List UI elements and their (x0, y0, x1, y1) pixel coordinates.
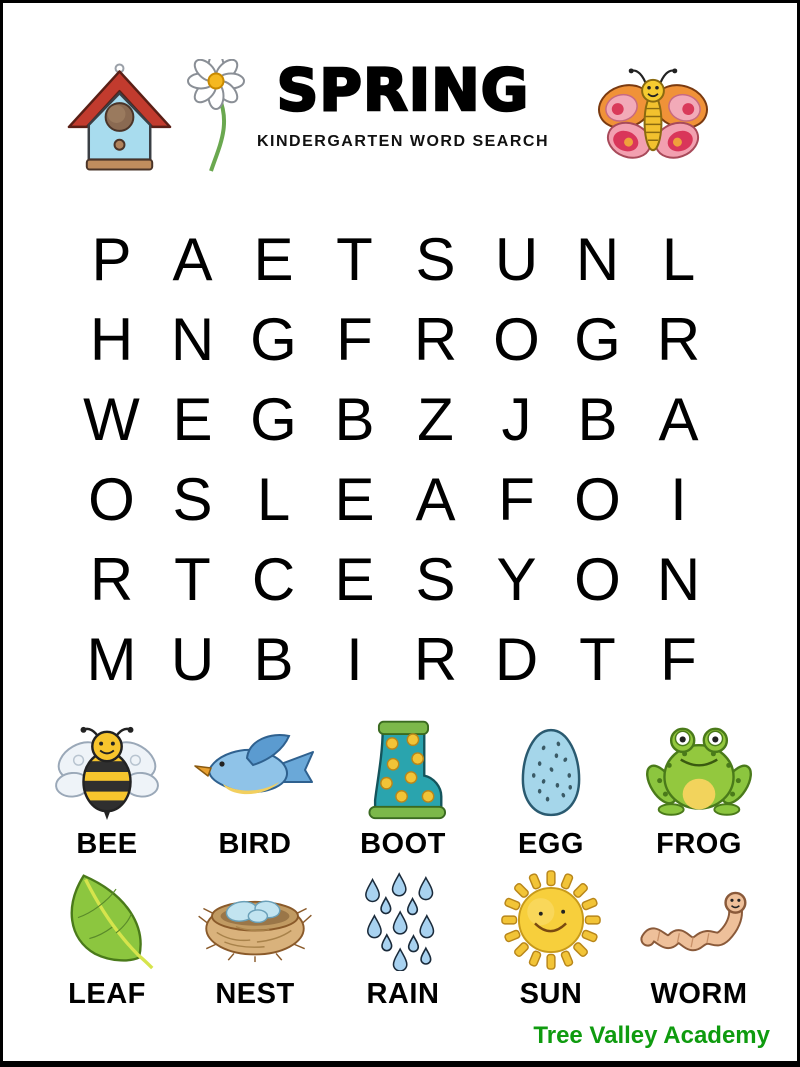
grid-letter[interactable]: H (89, 306, 134, 373)
grid-letter[interactable]: G (250, 306, 297, 373)
word-item-worm (625, 869, 773, 1011)
grid-letter[interactable]: S (172, 466, 213, 533)
grid-letter[interactable]: O (88, 466, 135, 533)
word-label-worm: WORM (650, 978, 748, 1010)
word-label-rain: RAIN (366, 978, 440, 1010)
grid-letter[interactable]: U (170, 626, 215, 693)
grid-letter[interactable]: A (172, 226, 213, 293)
daisy-icon (187, 59, 245, 173)
word-list-row-1 (33, 719, 773, 861)
grid-letter[interactable]: I (670, 466, 687, 533)
grid-letter[interactable]: J (501, 386, 532, 453)
page-title: SPRING (276, 56, 530, 124)
word-label-egg: EGG (518, 828, 584, 860)
grid-letter[interactable]: R (413, 626, 458, 693)
egg-icon (514, 725, 588, 821)
grid-letter[interactable]: F (660, 626, 697, 693)
grid-letter[interactable]: N (656, 546, 701, 613)
grid-letter[interactable]: F (498, 466, 535, 533)
word-item-sun (477, 869, 625, 1011)
grid-letter[interactable]: A (415, 466, 456, 533)
grid-letter[interactable]: E (172, 386, 213, 453)
word-item-bee (33, 719, 181, 861)
grid-letter[interactable]: S (415, 226, 456, 293)
word-label-frog: FROG (656, 828, 742, 860)
grid-letter[interactable]: E (334, 546, 375, 613)
grid-letter[interactable]: E (253, 226, 294, 293)
grid-letter[interactable]: N (575, 226, 620, 293)
grid-letter[interactable]: D (494, 626, 539, 693)
word-label-bee: BEE (76, 828, 138, 860)
grid-letter[interactable]: T (174, 546, 211, 613)
grid-letter[interactable]: U (494, 226, 539, 293)
grid-letter[interactable]: B (253, 626, 294, 693)
grid-letter[interactable]: E (334, 466, 375, 533)
grid-letter[interactable]: A (658, 386, 699, 453)
bird-icon (193, 728, 317, 813)
grid-letter[interactable]: R (89, 546, 134, 613)
bee-icon (53, 723, 161, 821)
birdhouse-icon (63, 61, 177, 173)
credit-text: Tree Valley Academy (533, 1022, 770, 1049)
grid-letter[interactable]: T (579, 626, 616, 693)
grid-letter[interactable]: R (656, 306, 701, 373)
grid-letter[interactable]: N (170, 306, 215, 373)
grid-letter[interactable]: I (346, 626, 363, 693)
word-label-boot: BOOT (360, 828, 446, 860)
grid-letter[interactable]: B (577, 386, 618, 453)
grid-letter[interactable]: P (91, 226, 132, 293)
grid-letter[interactable]: Y (496, 546, 537, 613)
grid-letter[interactable]: L (256, 466, 291, 533)
frog-icon (646, 725, 752, 821)
grid-letter[interactable]: C (251, 546, 296, 613)
grid-letter[interactable]: B (334, 386, 375, 453)
grid-letter[interactable]: R (413, 306, 458, 373)
page-subtitle: KINDERGARTEN WORD SEARCH (257, 133, 549, 150)
word-item-leaf (33, 869, 181, 1011)
grid-letter[interactable]: G (574, 306, 621, 373)
grid-letter[interactable]: O (574, 546, 621, 613)
grid-letter[interactable]: L (661, 226, 696, 293)
leaf-icon (57, 869, 157, 971)
rain-icon (355, 871, 451, 971)
word-label-bird: BIRD (218, 828, 292, 860)
word-list-row-2 (33, 869, 773, 1011)
word-label-leaf: LEAF (68, 978, 146, 1010)
word-search-grid (71, 220, 719, 700)
word-item-egg (477, 719, 625, 861)
word-item-rain (329, 869, 477, 1011)
grid-letter[interactable]: Z (417, 386, 454, 453)
grid-letter[interactable]: O (574, 466, 621, 533)
grid-letter[interactable]: F (336, 306, 373, 373)
title-block (255, 56, 551, 151)
grid-letter[interactable]: T (336, 226, 373, 293)
grid-letter[interactable]: S (415, 546, 456, 613)
grid-letter[interactable]: O (493, 306, 540, 373)
word-label-nest: NEST (215, 978, 295, 1010)
sun-icon (500, 869, 602, 971)
grid-letter[interactable]: M (86, 626, 137, 693)
word-item-frog (625, 719, 773, 861)
word-item-boot (329, 719, 477, 861)
word-item-bird (181, 719, 329, 861)
boot-icon (357, 717, 449, 821)
word-label-sun: SUN (519, 978, 583, 1010)
grid-letter[interactable]: G (250, 386, 297, 453)
grid-letter[interactable]: W (83, 386, 140, 453)
word-item-nest (181, 869, 329, 1011)
nest-icon (194, 877, 316, 963)
butterfly-icon (593, 63, 713, 167)
worm-icon (638, 888, 760, 952)
